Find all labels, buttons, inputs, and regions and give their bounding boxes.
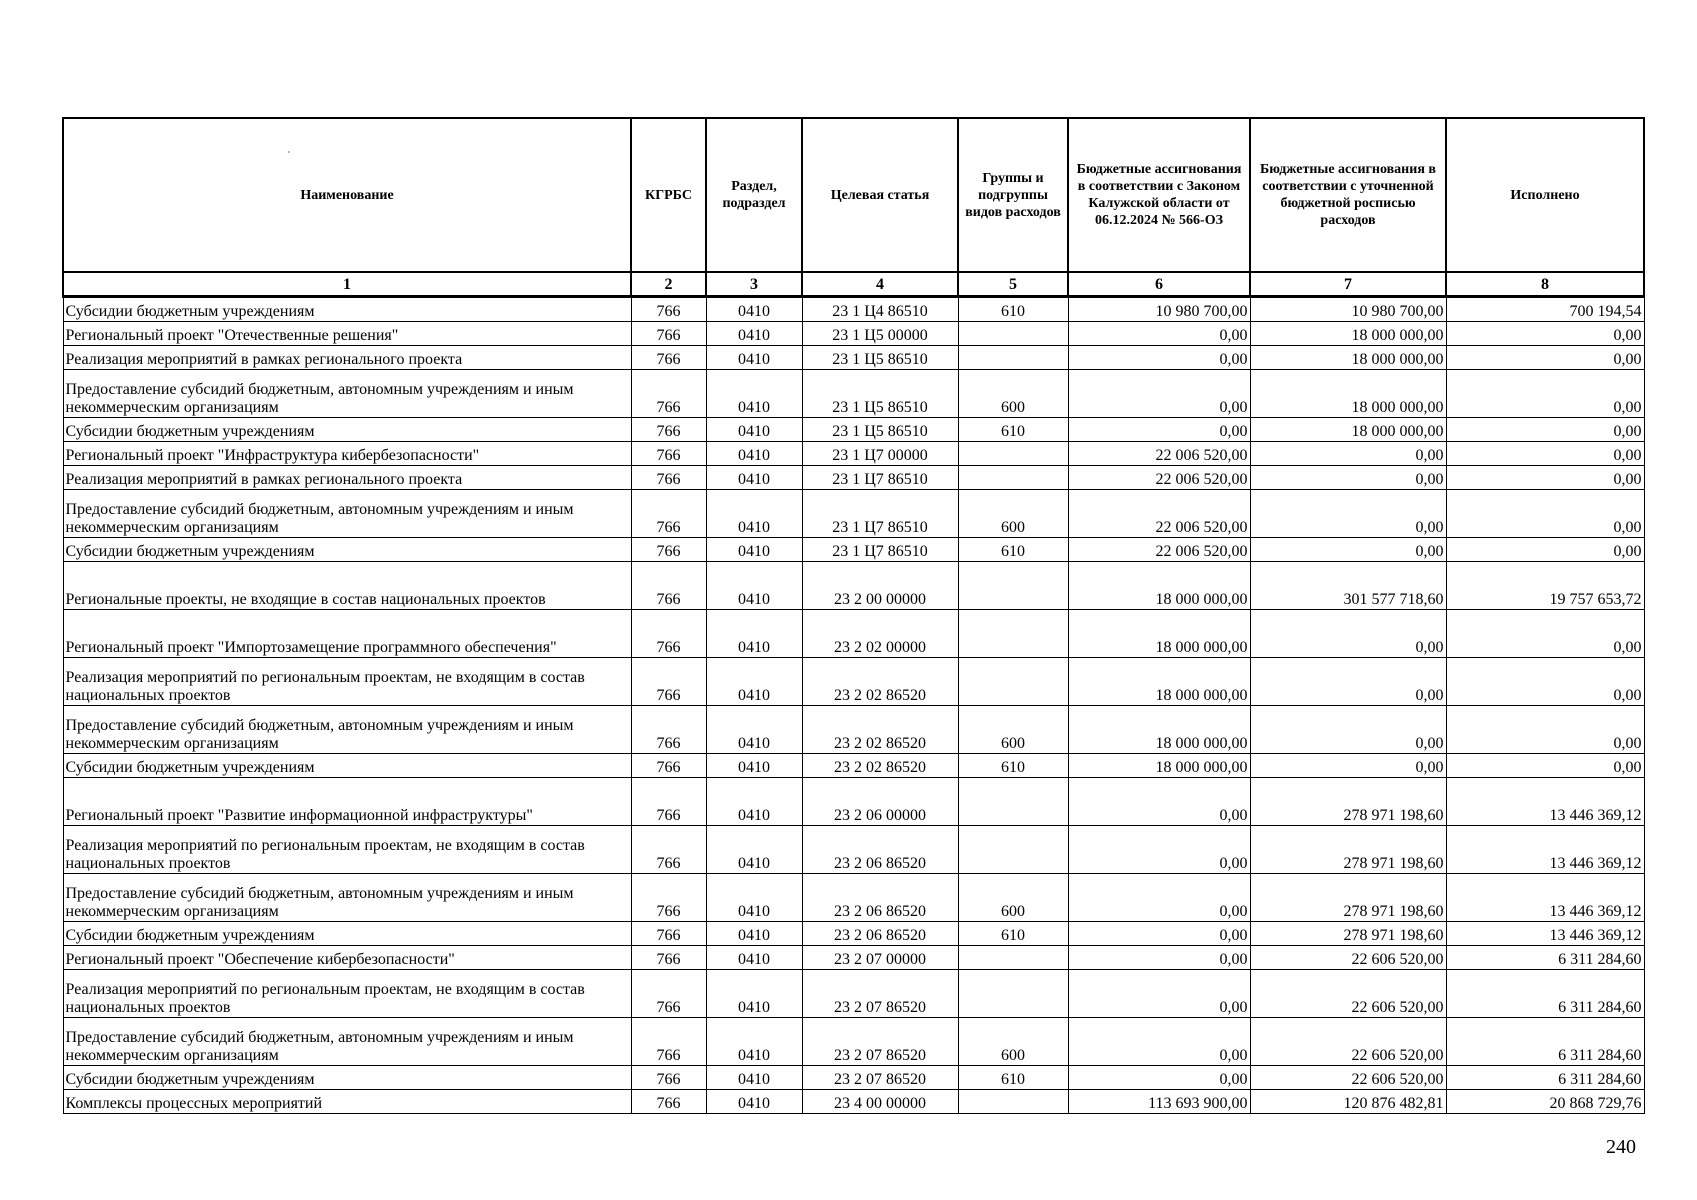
row-refined-amount: 18 000 000,00 <box>1250 346 1446 370</box>
row-kgrbs: 766 <box>631 346 706 370</box>
row-name: Региональный проект "Отечественные решения" <box>63 322 631 346</box>
row-law-amount: 0,00 <box>1068 346 1250 370</box>
col-number: 3 <box>706 272 802 297</box>
table-row <box>63 322 1644 346</box>
row-target-article: 23 4 00 00000 <box>802 1090 958 1114</box>
row-executed-amount: 13 446 369,12 <box>1446 874 1644 922</box>
row-name: Предоставление субсидий бюджетным, автономным учреждениям и иным некоммерческим организациям <box>63 874 631 922</box>
table-row <box>63 538 1644 562</box>
row-razdel: 0410 <box>706 322 802 346</box>
row-razdel: 0410 <box>706 826 802 874</box>
row-refined-amount: 0,00 <box>1250 706 1446 754</box>
row-law-amount: 0,00 <box>1068 922 1250 946</box>
row-target-article: 23 2 02 86520 <box>802 658 958 706</box>
header-celevaya: Целевая статья <box>802 118 958 272</box>
row-expense-group <box>958 778 1068 826</box>
row-kgrbs: 766 <box>631 1018 706 1066</box>
row-expense-group <box>958 466 1068 490</box>
row-kgrbs: 766 <box>631 970 706 1018</box>
row-kgrbs: 766 <box>631 826 706 874</box>
row-name: Региональный проект "Инфраструктура кибербезопасности" <box>63 442 631 466</box>
row-law-amount: 113 693 900,00 <box>1068 1090 1250 1114</box>
row-refined-amount: 22 606 520,00 <box>1250 1066 1446 1090</box>
row-expense-group <box>958 346 1068 370</box>
table-row <box>63 297 1644 322</box>
row-executed-amount: 13 446 369,12 <box>1446 826 1644 874</box>
row-razdel: 0410 <box>706 922 802 946</box>
col-number: 2 <box>631 272 706 297</box>
row-refined-amount: 0,00 <box>1250 490 1446 538</box>
row-refined-amount: 22 606 520,00 <box>1250 946 1446 970</box>
row-razdel: 0410 <box>706 370 802 418</box>
row-executed-amount: 6 311 284,60 <box>1446 1066 1644 1090</box>
row-executed-amount: 0,00 <box>1446 370 1644 418</box>
table-row <box>63 490 1644 538</box>
row-refined-amount: 22 606 520,00 <box>1250 1018 1446 1066</box>
table-row <box>63 922 1644 946</box>
row-law-amount: 0,00 <box>1068 946 1250 970</box>
col-number: 5 <box>958 272 1068 297</box>
row-executed-amount: 700 194,54 <box>1446 297 1644 322</box>
header-gruppy: Группы и подгруппы видов расходов <box>958 118 1068 272</box>
row-executed-amount: 0,00 <box>1446 322 1644 346</box>
row-target-article: 23 2 02 86520 <box>802 706 958 754</box>
table-row <box>63 1018 1644 1066</box>
row-name: Субсидии бюджетным учреждениям <box>63 297 631 322</box>
row-name: Предоставление субсидий бюджетным, автономным учреждениям и иным некоммерческим организациям <box>63 370 631 418</box>
header-razdel: Раздел, подраздел <box>706 118 802 272</box>
row-refined-amount: 18 000 000,00 <box>1250 418 1446 442</box>
row-target-article: 23 2 02 86520 <box>802 754 958 778</box>
row-target-article: 23 2 02 00000 <box>802 610 958 658</box>
row-executed-amount: 0,00 <box>1446 490 1644 538</box>
row-law-amount: 18 000 000,00 <box>1068 658 1250 706</box>
row-executed-amount: 13 446 369,12 <box>1446 922 1644 946</box>
row-refined-amount: 0,00 <box>1250 442 1446 466</box>
row-kgrbs: 766 <box>631 946 706 970</box>
row-law-amount: 0,00 <box>1068 322 1250 346</box>
row-target-article: 23 2 06 86520 <box>802 826 958 874</box>
row-razdel: 0410 <box>706 562 802 610</box>
row-expense-group: 610 <box>958 1066 1068 1090</box>
table-row <box>63 946 1644 970</box>
row-name: Реализация мероприятий в рамках регионального проекта <box>63 466 631 490</box>
row-refined-amount: 22 606 520,00 <box>1250 970 1446 1018</box>
row-refined-amount: 0,00 <box>1250 610 1446 658</box>
row-target-article: 23 1 Ц7 86510 <box>802 538 958 562</box>
row-razdel: 0410 <box>706 1066 802 1090</box>
row-law-amount: 10 980 700,00 <box>1068 297 1250 322</box>
row-expense-group <box>958 610 1068 658</box>
row-expense-group: 600 <box>958 1018 1068 1066</box>
table-row <box>63 442 1644 466</box>
row-target-article: 23 2 07 86520 <box>802 1066 958 1090</box>
table-body <box>63 297 1644 1114</box>
row-target-article: 23 1 Ц5 86510 <box>802 370 958 418</box>
col-number: 8 <box>1446 272 1644 297</box>
row-expense-group <box>958 826 1068 874</box>
row-refined-amount: 278 971 198,60 <box>1250 874 1446 922</box>
row-kgrbs: 766 <box>631 562 706 610</box>
row-razdel: 0410 <box>706 490 802 538</box>
row-expense-group: 610 <box>958 297 1068 322</box>
row-target-article: 23 2 07 00000 <box>802 946 958 970</box>
table-row <box>63 1066 1644 1090</box>
row-law-amount: 22 006 520,00 <box>1068 490 1250 538</box>
row-refined-amount: 0,00 <box>1250 658 1446 706</box>
row-razdel: 0410 <box>706 1018 802 1066</box>
row-name: Региональные проекты, не входящие в состав национальных проектов <box>63 562 631 610</box>
header-kgrbs: КГРБС <box>631 118 706 272</box>
row-law-amount: 22 006 520,00 <box>1068 466 1250 490</box>
row-name: Субсидии бюджетным учреждениям <box>63 538 631 562</box>
table-row <box>63 706 1644 754</box>
table-row <box>63 418 1644 442</box>
row-name: Предоставление субсидий бюджетным, автономным учреждениям и иным некоммерческим организациям <box>63 1018 631 1066</box>
row-target-article: 23 1 Ц5 00000 <box>802 322 958 346</box>
budget-table-sheet <box>62 117 1645 1114</box>
row-name: Субсидии бюджетным учреждениям <box>63 754 631 778</box>
row-expense-group: 610 <box>958 754 1068 778</box>
row-kgrbs: 766 <box>631 658 706 706</box>
row-razdel: 0410 <box>706 418 802 442</box>
row-razdel: 0410 <box>706 538 802 562</box>
row-law-amount: 18 000 000,00 <box>1068 610 1250 658</box>
row-expense-group: 600 <box>958 874 1068 922</box>
row-razdel: 0410 <box>706 297 802 322</box>
row-target-article: 23 2 06 00000 <box>802 778 958 826</box>
row-name: Предоставление субсидий бюджетным, автономным учреждениям и иным некоммерческим организациям <box>63 706 631 754</box>
row-target-article: 23 1 Ц7 86510 <box>802 466 958 490</box>
row-expense-group: 610 <box>958 538 1068 562</box>
row-law-amount: 18 000 000,00 <box>1068 754 1250 778</box>
row-target-article: 23 1 Ц4 86510 <box>802 297 958 322</box>
header-ispoln: Исполнено <box>1446 118 1644 272</box>
row-kgrbs: 766 <box>631 874 706 922</box>
row-kgrbs: 766 <box>631 1066 706 1090</box>
row-refined-amount: 301 577 718,60 <box>1250 562 1446 610</box>
row-name: Реализация мероприятий по региональным проектам, не входящим в состав национальных проектов <box>63 826 631 874</box>
table-header <box>63 118 1644 297</box>
row-kgrbs: 766 <box>631 778 706 826</box>
row-law-amount: 0,00 <box>1068 1066 1250 1090</box>
table-row <box>63 658 1644 706</box>
row-target-article: 23 2 07 86520 <box>802 970 958 1018</box>
row-razdel: 0410 <box>706 466 802 490</box>
row-expense-group: 610 <box>958 418 1068 442</box>
row-refined-amount: 0,00 <box>1250 538 1446 562</box>
row-law-amount: 0,00 <box>1068 970 1250 1018</box>
row-expense-group: 600 <box>958 490 1068 538</box>
row-expense-group <box>958 1090 1068 1114</box>
row-expense-group <box>958 658 1068 706</box>
row-refined-amount: 120 876 482,81 <box>1250 1090 1446 1114</box>
row-kgrbs: 766 <box>631 610 706 658</box>
row-executed-amount: 0,00 <box>1446 754 1644 778</box>
row-executed-amount: 19 757 653,72 <box>1446 562 1644 610</box>
row-executed-amount: 0,00 <box>1446 658 1644 706</box>
row-law-amount: 0,00 <box>1068 778 1250 826</box>
row-refined-amount: 0,00 <box>1250 466 1446 490</box>
row-law-amount: 0,00 <box>1068 874 1250 922</box>
header-name: Наименование <box>63 118 631 272</box>
row-razdel: 0410 <box>706 658 802 706</box>
row-executed-amount: 0,00 <box>1446 346 1644 370</box>
row-executed-amount: 0,00 <box>1446 442 1644 466</box>
row-kgrbs: 766 <box>631 538 706 562</box>
row-razdel: 0410 <box>706 442 802 466</box>
row-target-article: 23 1 Ц7 00000 <box>802 442 958 466</box>
row-razdel: 0410 <box>706 706 802 754</box>
row-law-amount: 0,00 <box>1068 370 1250 418</box>
row-name: Региональный проект "Развитие информационной инфраструктуры" <box>63 778 631 826</box>
col-number: 7 <box>1250 272 1446 297</box>
col-number: 1 <box>63 272 631 297</box>
row-name: Субсидии бюджетным учреждениям <box>63 922 631 946</box>
row-expense-group <box>958 970 1068 1018</box>
table-row <box>63 970 1644 1018</box>
page-number: 240 <box>1606 1136 1636 1158</box>
row-kgrbs: 766 <box>631 490 706 538</box>
row-target-article: 23 1 Ц5 86510 <box>802 418 958 442</box>
row-law-amount: 22 006 520,00 <box>1068 538 1250 562</box>
table-row <box>63 610 1644 658</box>
row-kgrbs: 766 <box>631 322 706 346</box>
row-kgrbs: 766 <box>631 370 706 418</box>
row-kgrbs: 766 <box>631 442 706 466</box>
header-zakon: Бюджетные ассигнования в соответствии с Законом Калужской области от 06.12.2024 № 566-ОЗ <box>1068 118 1250 272</box>
col-number: 6 <box>1068 272 1250 297</box>
table-row <box>63 754 1644 778</box>
row-kgrbs: 766 <box>631 754 706 778</box>
row-refined-amount: 18 000 000,00 <box>1250 322 1446 346</box>
row-expense-group <box>958 322 1068 346</box>
row-executed-amount: 13 446 369,12 <box>1446 778 1644 826</box>
row-law-amount: 18 000 000,00 <box>1068 706 1250 754</box>
row-kgrbs: 766 <box>631 1090 706 1114</box>
table-row <box>63 346 1644 370</box>
table-row <box>63 466 1644 490</box>
row-executed-amount: 6 311 284,60 <box>1446 946 1644 970</box>
row-expense-group: 610 <box>958 922 1068 946</box>
header-utoch: Бюджетные ассигнования в соответствии с уточненной бюджетной росписью расходов <box>1250 118 1446 272</box>
row-target-article: 23 1 Ц5 86510 <box>802 346 958 370</box>
row-expense-group <box>958 946 1068 970</box>
row-expense-group: 600 <box>958 706 1068 754</box>
table-row <box>63 874 1644 922</box>
table-row <box>63 778 1644 826</box>
row-refined-amount: 278 971 198,60 <box>1250 922 1446 946</box>
row-razdel: 0410 <box>706 778 802 826</box>
row-name: Субсидии бюджетным учреждениям <box>63 418 631 442</box>
row-law-amount: 22 006 520,00 <box>1068 442 1250 466</box>
row-executed-amount: 0,00 <box>1446 706 1644 754</box>
col-number: 4 <box>802 272 958 297</box>
row-name: Реализация мероприятий по региональным проектам, не входящим в состав национальных проектов <box>63 970 631 1018</box>
row-expense-group <box>958 562 1068 610</box>
row-kgrbs: 766 <box>631 297 706 322</box>
row-name: Субсидии бюджетным учреждениям <box>63 1066 631 1090</box>
row-target-article: 23 2 07 86520 <box>802 1018 958 1066</box>
row-razdel: 0410 <box>706 970 802 1018</box>
row-razdel: 0410 <box>706 610 802 658</box>
row-razdel: 0410 <box>706 346 802 370</box>
row-expense-group: 600 <box>958 370 1068 418</box>
row-refined-amount: 278 971 198,60 <box>1250 778 1446 826</box>
row-executed-amount: 0,00 <box>1446 610 1644 658</box>
row-executed-amount: 6 311 284,60 <box>1446 970 1644 1018</box>
row-refined-amount: 18 000 000,00 <box>1250 370 1446 418</box>
row-executed-amount: 20 868 729,76 <box>1446 1090 1644 1114</box>
row-name: Предоставление субсидий бюджетным, автономным учреждениям и иным некоммерческим организациям <box>63 490 631 538</box>
row-kgrbs: 766 <box>631 706 706 754</box>
row-executed-amount: 0,00 <box>1446 418 1644 442</box>
table-row <box>63 370 1644 418</box>
row-target-article: 23 2 00 00000 <box>802 562 958 610</box>
row-refined-amount: 0,00 <box>1250 754 1446 778</box>
row-name: Реализация мероприятий в рамках регионального проекта <box>63 346 631 370</box>
row-target-article: 23 2 06 86520 <box>802 922 958 946</box>
row-name: Региональный проект "Обеспечение кибербезопасности" <box>63 946 631 970</box>
row-kgrbs: 766 <box>631 418 706 442</box>
row-kgrbs: 766 <box>631 922 706 946</box>
row-executed-amount: 6 311 284,60 <box>1446 1018 1644 1066</box>
table-row <box>63 826 1644 874</box>
row-razdel: 0410 <box>706 754 802 778</box>
row-razdel: 0410 <box>706 1090 802 1114</box>
row-target-article: 23 2 06 86520 <box>802 874 958 922</box>
row-law-amount: 18 000 000,00 <box>1068 562 1250 610</box>
row-name: Региональный проект "Импортозамещение программного обеспечения" <box>63 610 631 658</box>
row-name: Комплексы процессных мероприятий <box>63 1090 631 1114</box>
row-executed-amount: 0,00 <box>1446 466 1644 490</box>
row-razdel: 0410 <box>706 874 802 922</box>
row-law-amount: 0,00 <box>1068 418 1250 442</box>
row-razdel: 0410 <box>706 946 802 970</box>
row-expense-group <box>958 442 1068 466</box>
budget-table <box>62 117 1645 1114</box>
row-law-amount: 0,00 <box>1068 826 1250 874</box>
table-row <box>63 1090 1644 1114</box>
table-row <box>63 562 1644 610</box>
row-refined-amount: 278 971 198,60 <box>1250 826 1446 874</box>
row-executed-amount: 0,00 <box>1446 538 1644 562</box>
row-refined-amount: 10 980 700,00 <box>1250 297 1446 322</box>
row-name: Реализация мероприятий по региональным проектам, не входящим в состав национальных проектов <box>63 658 631 706</box>
row-target-article: 23 1 Ц7 86510 <box>802 490 958 538</box>
row-law-amount: 0,00 <box>1068 1018 1250 1066</box>
row-kgrbs: 766 <box>631 466 706 490</box>
